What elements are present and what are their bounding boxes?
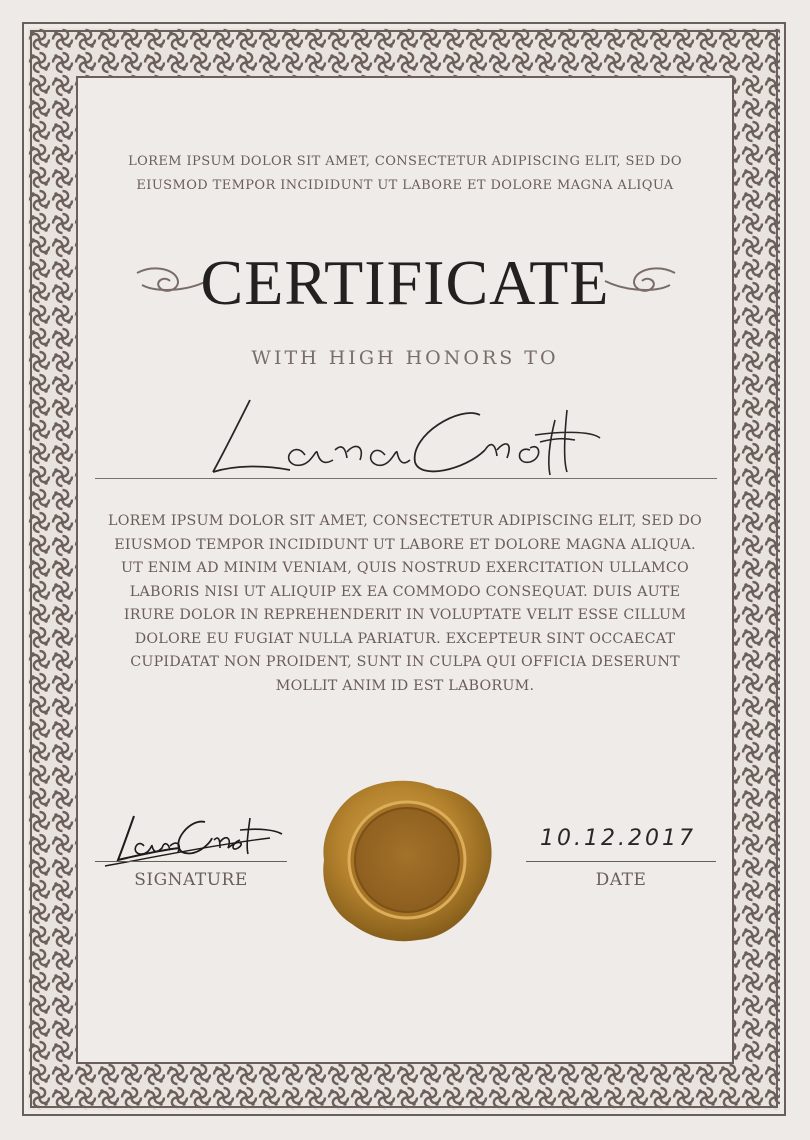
date-value: 10.12.2017 — [540, 826, 696, 851]
certificate-title: CERTIFICATE — [200, 247, 610, 318]
signature-line — [95, 861, 287, 862]
right-flourish-icon — [600, 263, 680, 303]
date-line — [526, 861, 716, 862]
body-text: LOREM IPSUM DOLOR SIT AMET, CONSECTETUR ADIPISCING ELIT, SED DO EIUSMOD TEMPOR INCIDIDUNT UT LABORE ET DOLORE MAGNA ALIQUA. UT ENIM AD MINIM VENIAM, QUIS NOSTRUD EXERCITATION ULLAMCO LABORIS NISI UT ALIQUIP EX EA COMMODO CONSEQUAT. DUIS AUTE IRURE DOLOR IN REPREHENDERIT IN VOLUPTATE VELIT ESSE CILLUM DOLORE EU FUGIAT NULLA PARIATUR. EXCEPTEUR SINT OCCAECAT CUPIDATAT NON PROIDENT, SUNT IN CULPA QUI OFFICIA DESERUNT MOLLIT ANIM ID EST LABORUM. — [108, 513, 702, 694]
intro-text: LOREM IPSUM DOLOR SIT AMET, CONSECTETUR ADIPISCING ELIT, SED DO EIUSMOD TEMPOR INCIDIDUNT UT LABORE ET DOLORE MAGNA ALIQUA — [128, 154, 682, 193]
date-label: DATE — [595, 870, 647, 890]
recipient-name — [195, 415, 615, 478]
recipient-name-line — [95, 478, 717, 479]
signature-handwriting — [100, 808, 290, 868]
honors-subtitle: WITH HIGH HONORS TO — [251, 347, 559, 369]
signature-label: SIGNATURE — [134, 870, 248, 890]
wax-seal-icon — [318, 778, 496, 944]
